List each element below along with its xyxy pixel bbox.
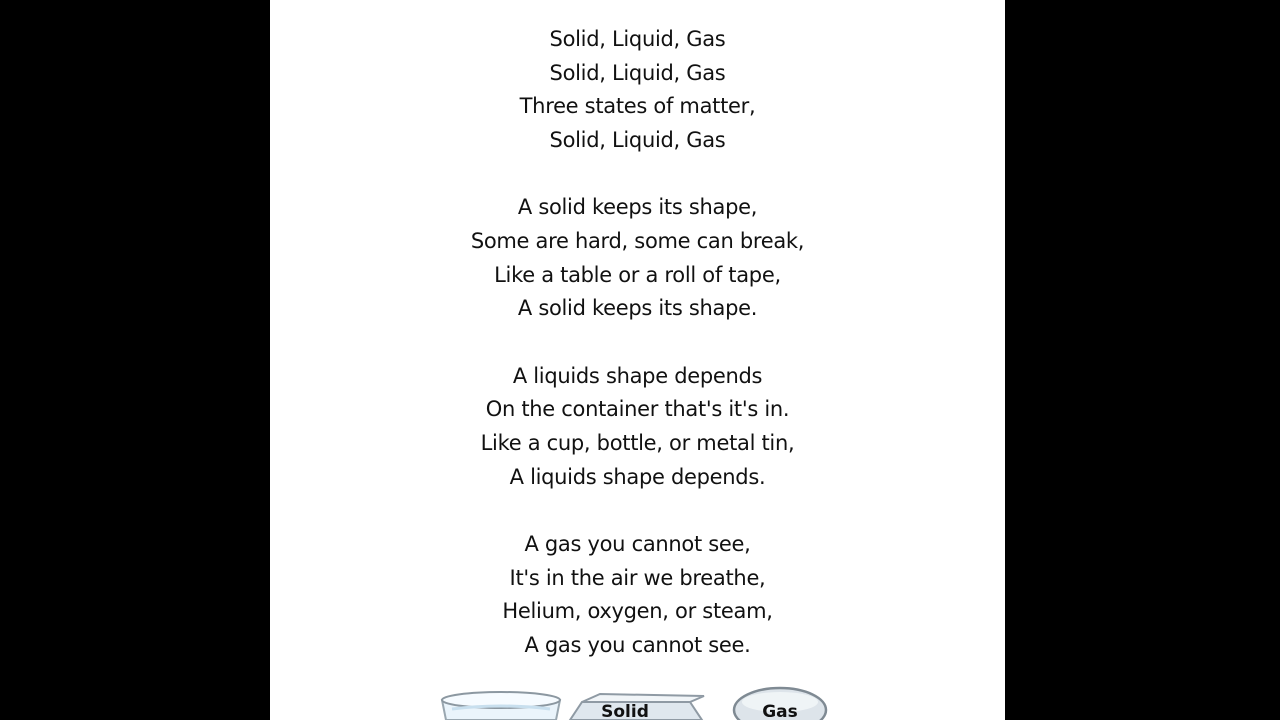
poem-line: Solid, Liquid, Gas [549, 27, 726, 51]
poem [270, 23, 1005, 697]
poem-line: A gas you cannot see, [524, 532, 751, 557]
poem-line: A solid keeps its shape, [517, 195, 758, 220]
poem-line: A gas you cannot see. [524, 632, 751, 657]
states-of-matter-illustrations [270, 682, 1005, 720]
ice-block-icon [570, 694, 704, 720]
poem-line: Like a table or a roll of tape, [494, 262, 781, 287]
poem-line: Some are hard, some can break, [470, 228, 805, 253]
water-glass-icon [442, 692, 560, 720]
poem-page [270, 0, 1005, 720]
stanza-gas [270, 528, 1005, 662]
solid-label: Solid [601, 702, 649, 720]
poem-line: Three states of matter, [519, 94, 756, 119]
poem-line: On the container that's it's in. [485, 397, 790, 422]
poem-line: Like a cup, bottle, or metal tin, [480, 430, 795, 455]
gas-bubble-icon [734, 688, 826, 720]
poem-line: It's in the air we breathe, [509, 565, 766, 590]
poem-line: Helium, oxygen, or steam, [502, 599, 773, 624]
poem-line: A liquids shape depends. [509, 464, 766, 489]
poem-line: A solid keeps its shape. [517, 296, 758, 321]
gas-label: Gas [762, 702, 798, 720]
stanza-liquid [270, 360, 1005, 494]
stanza-solid [270, 191, 1005, 325]
poem-line: Solid, Liquid, Gas [549, 60, 726, 85]
poem-line: A liquids shape depends [512, 363, 763, 388]
stanza-chorus [270, 23, 1005, 157]
poem-line: Solid, Liquid, Gas [549, 127, 726, 152]
